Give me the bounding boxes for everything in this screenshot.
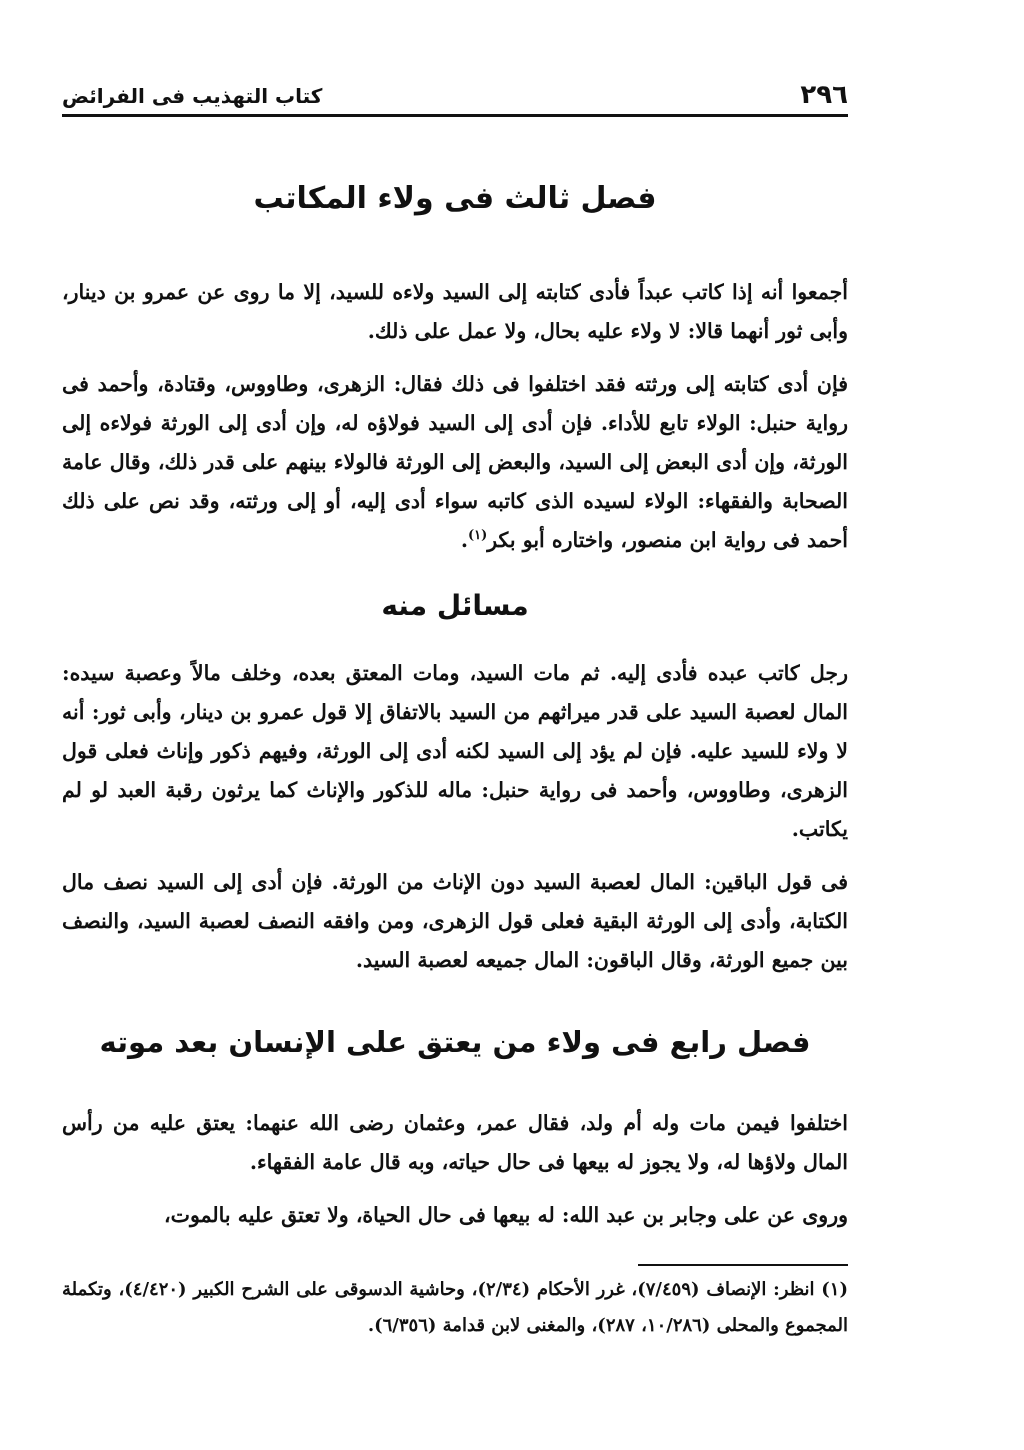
paragraph <box>62 1104 848 1182</box>
paragraph-text: اختلفوا فيمن مات وله أم ولد، فقال عمر، وعثمان رضى الله عنهما: يعتق عليه من رأس المال ولاؤها له، ولا يجوز له بيعها فى حال حياته، وبه قال عامة الفقهاء. <box>62 1111 848 1174</box>
paragraph-text: فى قول الباقين: المال لعصبة السيد دون الإناث من الورثة. فإن أدى إلى السيد نصف مال الكتابة، وأدى إلى الورثة البقية فعلى قول الزهرى، ومن وافقه النصف لعصبة السيد، والنصف بين جميع الورثة، وقال الباقون: المال جميعه لعصبة السيد. <box>62 870 848 972</box>
section-heading-issues: مسائل منه <box>381 589 529 622</box>
paragraph-end-mark: . <box>460 528 468 552</box>
paragraph-text: رجل كاتب عبده فأدى إليه. ثم مات السيد، ومات المعتق بعده، وخلف مالاً وعصبة سيده: المال لعصبة السيد على قدر ميراثهم من السيد بالاتفاق إلا قول عمرو بن دينار، وأبى ثور: أنه لا ولاء للسيد عليه. فإن لم يؤد إلى السيد لكنه أدى إلى الورثة، وفيهم ذكور وإناث فعلى قول الزهرى، وطاووس، وأحمد فى رواية حنبل: ماله للذكور والإناث كما يرثون رقبة العبد لو لم يكاتب. <box>62 661 848 841</box>
footnote: (١) انظر: الإنصاف (٧/٤٥٩)، غرر الأحكام (٢/٣٤)، وحاشية الدسوقى على الشرح الكبير (٤/٤٢٠)، وتكملة المجموع والمحلى (١٠/٢٨٦، ٢٨٧)، والمغنى لابن قدامة (٦/٣٥٦). <box>62 1279 848 1336</box>
footnote-separator <box>638 1264 848 1266</box>
section-heading-fourth-chapter: فصل رابع فى ولاء من يعتق على الإنسان بعد موته <box>99 1025 811 1059</box>
running-header <box>62 68 848 117</box>
paragraph <box>62 365 848 560</box>
paragraph-text: أجمعوا أنه إذا كاتب عبداً فأدى كتابته إلى السيد ولاءه للسيد، إلا ما روى عن عمرو بن دينار، وأبى ثور أنهما قالا: لا ولاء عليه بحال، ولا عمل على ذلك. <box>62 280 848 343</box>
book-page <box>62 68 848 1408</box>
footnote-reference[interactable]: (١) <box>467 528 488 544</box>
paragraph <box>62 863 848 980</box>
paragraph-text: وروى عن على وجابر بن عبد الله: له بيعها فى حال الحياة، ولا تعتق عليه بالموت، <box>164 1203 848 1227</box>
page-number: ٢٩٦ <box>800 80 848 110</box>
footnotes <box>62 1272 848 1344</box>
paragraph-text: فإن أدى كتابته إلى ورثته فقد اختلفوا فى ذلك فقال: الزهرى، وطاووس، وقتادة، وأحمد فى رواية حنبل: الولاء تابع للأداء. فإن أدى إلى السيد فولاؤه له، وإن أدى إلى الورثة فولاءه إلى الورثة، وإن أدى البعض إلى السيد، والبعض إلى الورثة فالولاء بينهم على قدر ذلك، وقال عامة الصحابة والفقهاء: الولاء لسيده الذى كاتبه سواء أدى إليه، أو إلى ورثته، وقد نص على ذلك أحمد فى رواية ابن منصور، واختاره أبو بكر <box>62 372 848 552</box>
section-heading-third-chapter: فصل ثالث فى ولاء المكاتب <box>253 181 657 216</box>
book-title: كتاب التهذيب فى الفرائض <box>62 84 323 108</box>
paragraph <box>62 654 848 849</box>
paragraph <box>62 1196 848 1235</box>
paragraph <box>62 273 848 351</box>
